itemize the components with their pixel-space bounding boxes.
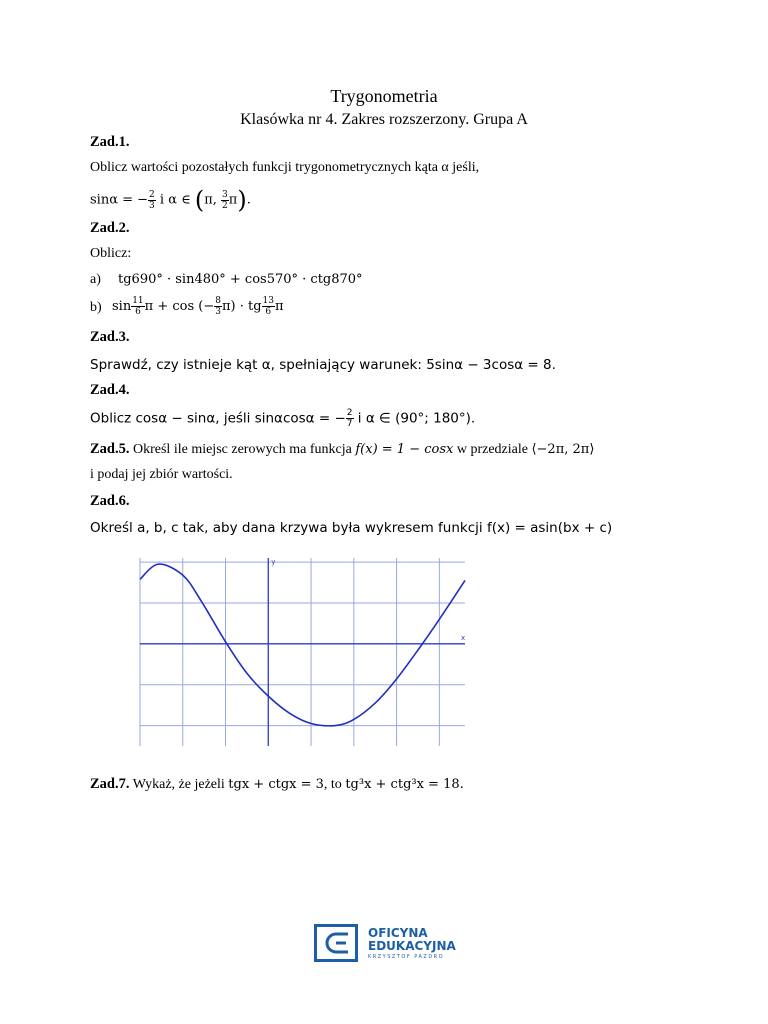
logo-line-3: KRZYSZTOF PAZDRO <box>368 954 445 960</box>
task-3-label: Zad.3. <box>90 329 130 345</box>
task-2a-label: a) <box>90 272 101 287</box>
task-7-label: Zad.7. <box>90 776 130 792</box>
oe-logo-icon <box>314 924 358 962</box>
task-4-text: Oblicz cosα − sinα, jeśli sinαcosα = − $\frac{2}{7}$ i α ∈ (90°; 180°). <box>90 408 476 429</box>
task-5-text-2: i podaj jej zbiór wartości. <box>90 467 233 482</box>
logo-line-2: EDUKACYJNA <box>368 939 456 953</box>
task-7-text: Zad.7. Wykaż, że jeżeli tgx + ctgx = 3, to tg³x + ctg³x = 18. <box>90 776 464 792</box>
task-5-text: Zad.5. Określ ile miejsc zerowych ma funkcja f(x) = 1 − cosx w przedziale ⟨−2π, 2π⟩ <box>90 441 595 457</box>
logo-line-1: OFICYNA <box>368 926 428 940</box>
task-1-label: Zad.1. <box>90 134 130 150</box>
task-1-formula: sinα = − $\frac{2}{3}$ i α ∈ (π, $\frac{3}{2}$ π). <box>90 186 251 214</box>
page-subtitle: Klasówka nr 4. Zakres rozszerzony. Grupa A <box>240 111 528 128</box>
page-title: Trygonometria <box>330 86 438 106</box>
task-4-label: Zad.4. <box>90 382 130 398</box>
publisher-logo <box>314 924 464 964</box>
task-2-label: Zad.2. <box>90 220 130 236</box>
task-2b-expr: sin $\frac{11}{6}$ π + cos (− $\frac{8}{3}$ π) · tg $\frac{13}{6}$ π <box>112 296 284 317</box>
function-graph <box>130 550 475 750</box>
task-5-label: Zad.5. <box>90 441 130 457</box>
task-2b-label: b) <box>90 300 102 315</box>
task-6-label: Zad.6. <box>90 493 130 509</box>
task-2a-expr: tg690° · sin480° + cos570° · ctg870° <box>118 272 363 287</box>
task-2-intro: Oblicz: <box>90 246 132 261</box>
task-6-text: Określ a, b, c tak, aby dana krzywa była wykresem funkcji f(x) = asin(bx + c) <box>90 520 613 536</box>
task-1-text: Oblicz wartości pozostałych funkcji trygonometrycznych kąta α jeśli, <box>90 160 480 175</box>
x-axis-label: x <box>461 633 466 642</box>
sine-curve <box>140 564 465 726</box>
y-axis-label: y <box>271 558 276 566</box>
task-3-text: Sprawdź, czy istnieje kąt α, spełniający warunek: 5sinα − 3cosα = 8. <box>90 357 556 373</box>
